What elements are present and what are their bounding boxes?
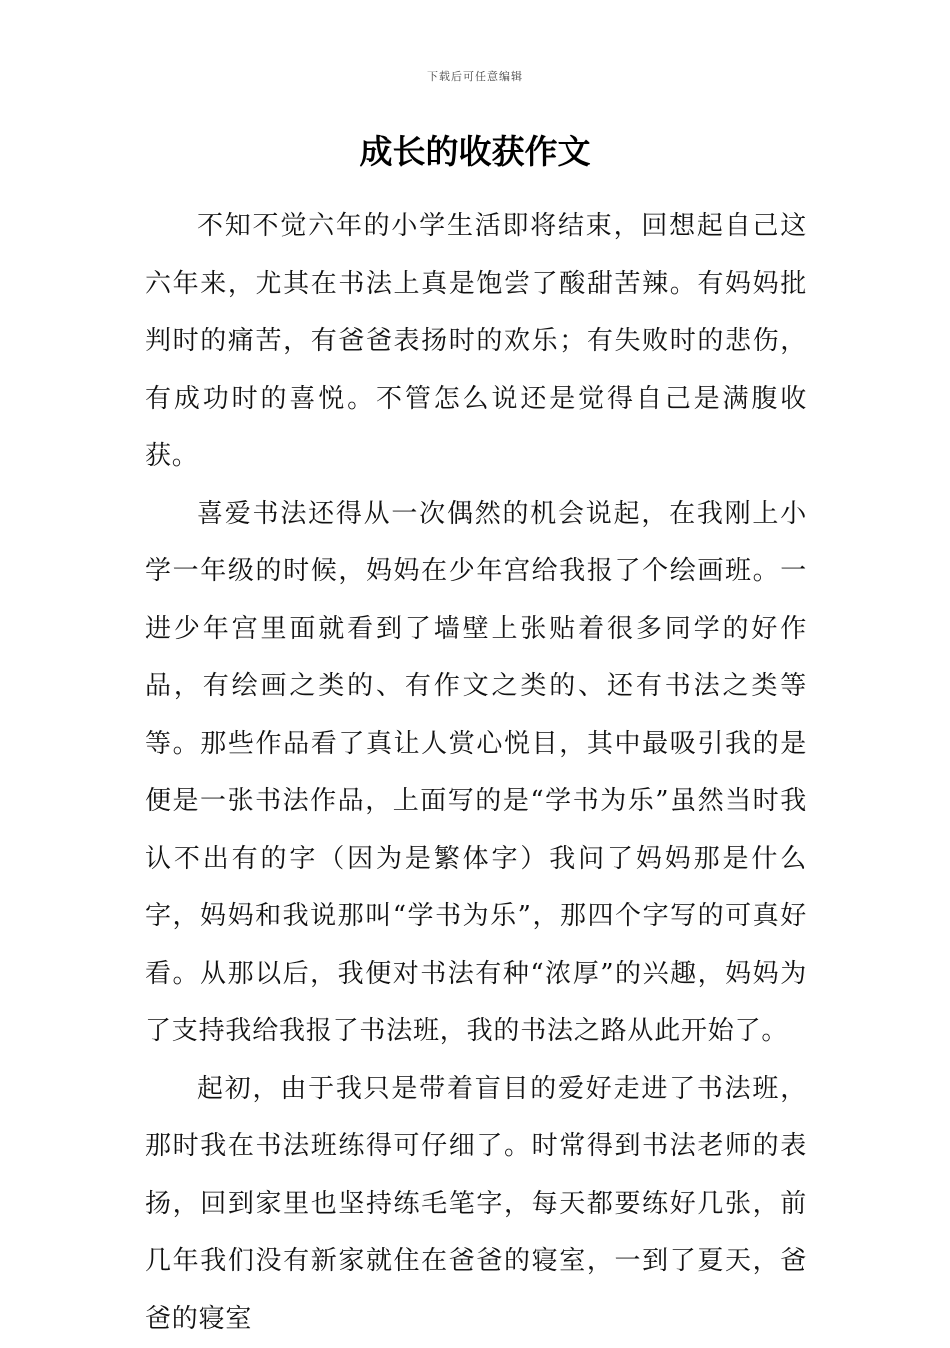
paragraph-3: 起初，由于我只是带着盲目的爱好走进了书法班，那时我在书法班练得可仔细了。时常得到书法老师的表扬，回到家里也坚持练毛笔字，每天都要练好几张，前几年我们没有新家就住在爸爸的寝室，一到了夏天，爸爸的寝室 bbox=[145, 1061, 807, 1348]
document-body bbox=[145, 198, 807, 1348]
document-title: 成长的收获作文 bbox=[0, 127, 950, 177]
paragraph-2: 喜爱书法还得从一次偶然的机会说起，在我刚上小学一年级的时候，妈妈在少年宫给我报了个绘画班。一进少年宫里面就看到了墙壁上张贴着很多同学的好作品，有绘画之类的、有作文之类的、还有书法之类等等。那些作品看了真让人赏心悦目，其中最吸引我的是便是一张书法作品，上面写的是“学书为乐”虽然当时我认不出有的字（因为是繁体字）我问了妈妈那是什么字，妈妈和我说那叫“学书为乐”，那四个字写的可真好看。从那以后，我便对书法有种“浓厚”的兴趣，妈妈为了支持我给我报了书法班，我的书法之路从此开始了。 bbox=[145, 486, 807, 1061]
header-note: 下载后可任意编辑 bbox=[0, 68, 950, 84]
paragraph-1: 不知不觉六年的小学生活即将结束，回想起自己这六年来，尤其在书法上真是饱尝了酸甜苦辣。有妈妈批判时的痛苦，有爸爸表扬时的欢乐；有失败时的悲伤，有成功时的喜悦。不管怎么说还是觉得自己是满腹收获。 bbox=[145, 198, 807, 486]
